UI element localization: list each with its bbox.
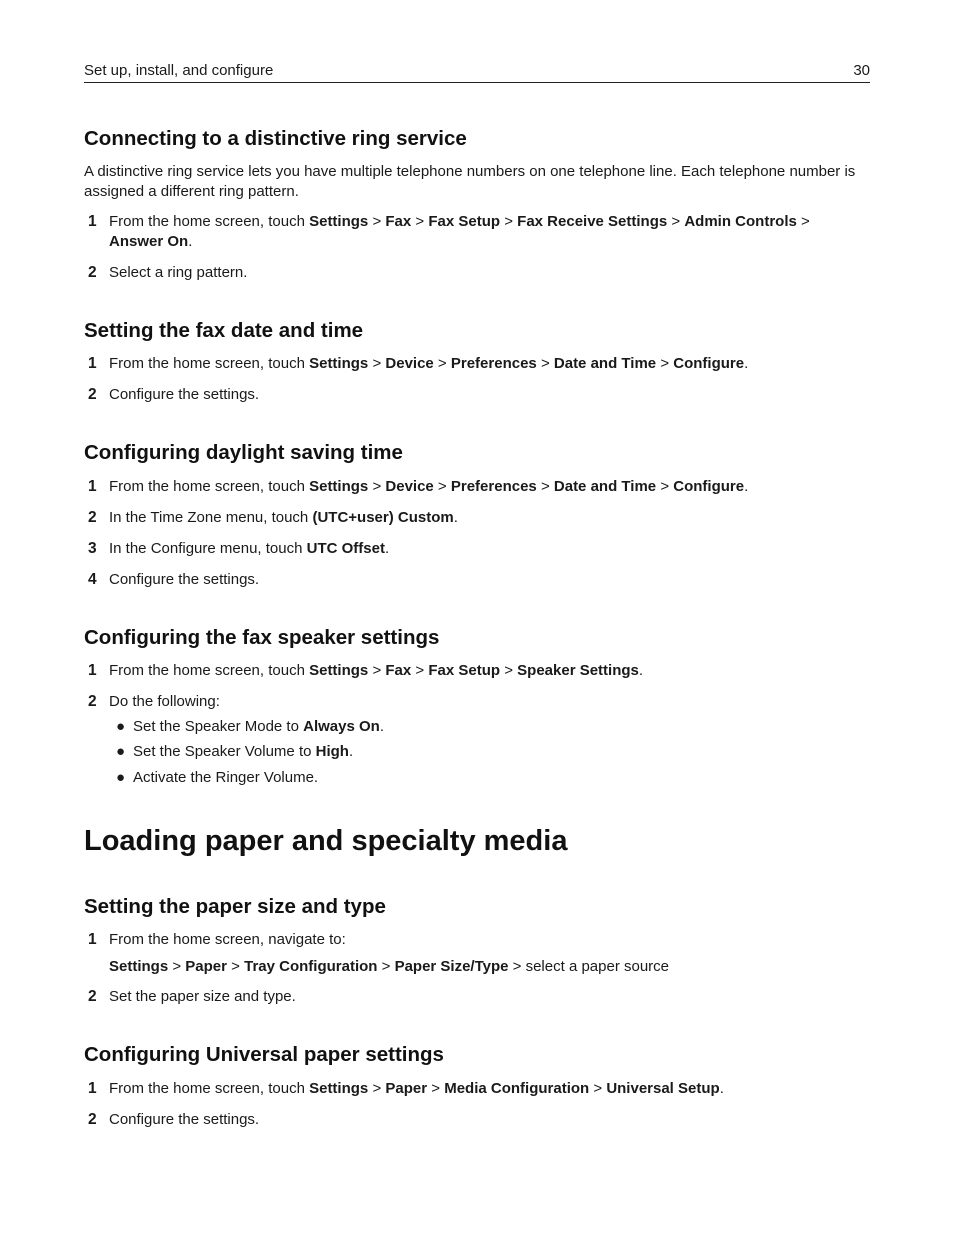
menu-path-item: Paper	[385, 1080, 428, 1097]
chapter-title: Loading paper and specialty media	[84, 825, 568, 857]
running-header	[84, 61, 870, 83]
step-text: Configure the settings.	[109, 386, 260, 403]
menu-path-item: Speaker Settings	[517, 662, 639, 679]
menu-path-item: Date and Time	[553, 478, 657, 495]
menu-path-item: Settings	[309, 213, 369, 230]
section-title: Configuring the fax speaker settings	[84, 626, 440, 649]
menu-path-item: Device	[385, 355, 434, 372]
step-text: Do the following:	[109, 693, 220, 710]
option-value: Always On	[303, 718, 380, 735]
menu-path-item: Settings	[309, 355, 369, 372]
step-text: From the home screen, touch Settings > Device > Preferences > Date and Time > Configure.	[109, 478, 749, 495]
menu-path-item: Preferences	[450, 478, 537, 495]
step-item	[84, 539, 870, 559]
option-value: High	[315, 743, 349, 760]
menu-path-item: Admin Controls	[684, 213, 797, 230]
section-title: Configuring daylight saving time	[84, 441, 403, 464]
menu-path-item: Preferences	[450, 355, 537, 372]
bullet-icon: ●	[116, 718, 126, 735]
step-number: 2	[88, 386, 97, 403]
step-number: 1	[88, 478, 97, 495]
step-number: 1	[88, 355, 97, 372]
step-item	[84, 354, 870, 374]
step-text: Configure the settings.	[109, 1111, 260, 1128]
step-text: Configure the settings.	[109, 571, 260, 588]
step-text: Set the paper size and type.	[109, 988, 296, 1005]
menu-path: Settings > Paper > Tray Configuration > Paper Size/Type > select a paper source	[109, 958, 670, 975]
step-item	[84, 987, 870, 1007]
section-ring	[84, 126, 870, 152]
menu-path-item: Answer On	[109, 233, 189, 250]
step-text: From the home screen, touch Settings > Paper > Media Configuration > Universal Setup.	[109, 1080, 724, 1097]
step-item	[84, 692, 870, 712]
step-text: From the home screen, touch Settings > Fax > Fax Setup > Speaker Settings.	[109, 662, 644, 679]
chapter-loading	[84, 823, 870, 859]
step-text: From the home screen, touch Settings > Device > Preferences > Date and Time > Configure.	[109, 355, 749, 372]
step-item	[84, 477, 870, 497]
step-item	[84, 263, 870, 283]
bullet-text: Set the Speaker Mode to Always On.	[133, 718, 384, 735]
step-number: 1	[88, 931, 97, 948]
step-text: In the Configure menu, touch UTC Offset.	[109, 540, 390, 557]
section-title: Setting the paper size and type	[84, 895, 386, 918]
menu-path-item: Fax	[385, 213, 412, 230]
menu-path-line	[84, 957, 870, 977]
step-number: 1	[88, 1080, 97, 1097]
bullet-text: Set the Speaker Volume to High.	[133, 743, 354, 760]
menu-path-item: Tray Configuration	[244, 958, 378, 975]
menu-path-item: (UTC+user) Custom	[312, 509, 454, 526]
step-number: 2	[88, 693, 97, 710]
menu-path-item: Fax Setup	[428, 662, 501, 679]
section-intro	[84, 162, 870, 202]
menu-path-item: Settings	[309, 478, 369, 495]
menu-path-item: Date and Time	[553, 355, 657, 372]
menu-path-item: Media Configuration	[444, 1080, 590, 1097]
menu-path-item: Universal Setup	[606, 1080, 720, 1097]
manual-page	[84, 0, 870, 1235]
bullet-icon: ●	[116, 769, 126, 786]
menu-path-item: Fax	[385, 662, 412, 679]
step-item	[84, 570, 870, 590]
step-item	[84, 385, 870, 405]
step-text: In the Time Zone menu, touch (UTC+user) Custom.	[109, 509, 458, 526]
menu-path-item: Device	[385, 478, 434, 495]
step-text: From the home screen, navigate to:	[109, 931, 346, 948]
step-item	[84, 508, 870, 528]
step-number: 1	[88, 213, 97, 230]
step-number: 2	[88, 509, 97, 526]
section-universal	[84, 1042, 870, 1068]
step-text: From the home screen, touch Settings > Fax > Fax Setup > Fax Receive Settings > Admin Controls > Answer On.	[109, 213, 810, 250]
menu-path-item: Configure	[673, 478, 745, 495]
menu-path-item: Fax Setup	[428, 213, 501, 230]
menu-path-item: Settings	[109, 958, 169, 975]
section-title: Connecting to a distinctive ring service	[84, 127, 467, 150]
bullet-item	[109, 717, 384, 737]
step-item	[84, 1110, 870, 1130]
step-item	[84, 212, 870, 252]
step-item	[84, 930, 870, 950]
header-section-title: Set up, install, and configure	[84, 62, 274, 79]
section-dst	[84, 440, 870, 466]
section-speaker	[84, 625, 870, 651]
section-title: Setting the fax date and time	[84, 319, 364, 342]
step-number: 2	[88, 264, 97, 281]
menu-path-item: Configure	[673, 355, 745, 372]
step-number: 4	[88, 571, 97, 588]
menu-path-item: Fax Receive Settings	[517, 213, 668, 230]
step-item	[84, 1079, 870, 1099]
step-number: 2	[88, 988, 97, 1005]
bullet-item	[109, 768, 318, 788]
bullet-item	[109, 742, 353, 762]
page-number: 30	[853, 62, 870, 79]
step-number: 3	[88, 540, 97, 557]
bullet-icon: ●	[116, 743, 126, 760]
section-title: Configuring Universal paper settings	[84, 1043, 444, 1066]
menu-path-item: UTC Offset	[306, 540, 385, 557]
menu-path-item: Paper Size/Type	[394, 958, 509, 975]
menu-path-item: Settings	[309, 1080, 369, 1097]
menu-path-item: Paper	[185, 958, 227, 975]
section-papersize	[84, 894, 870, 920]
intro-paragraph: A distinctive ring service lets you have multiple telephone numbers on one telephone line. Each telephone number is assigned a different ring pattern.	[84, 163, 856, 200]
step-item	[84, 661, 870, 681]
step-number: 2	[88, 1111, 97, 1128]
bullet-text: Activate the Ringer Volume.	[133, 769, 319, 786]
step-text: Select a ring pattern.	[109, 264, 248, 281]
section-datetime	[84, 318, 870, 344]
menu-path-item: Settings	[309, 662, 369, 679]
step-number: 1	[88, 662, 97, 679]
